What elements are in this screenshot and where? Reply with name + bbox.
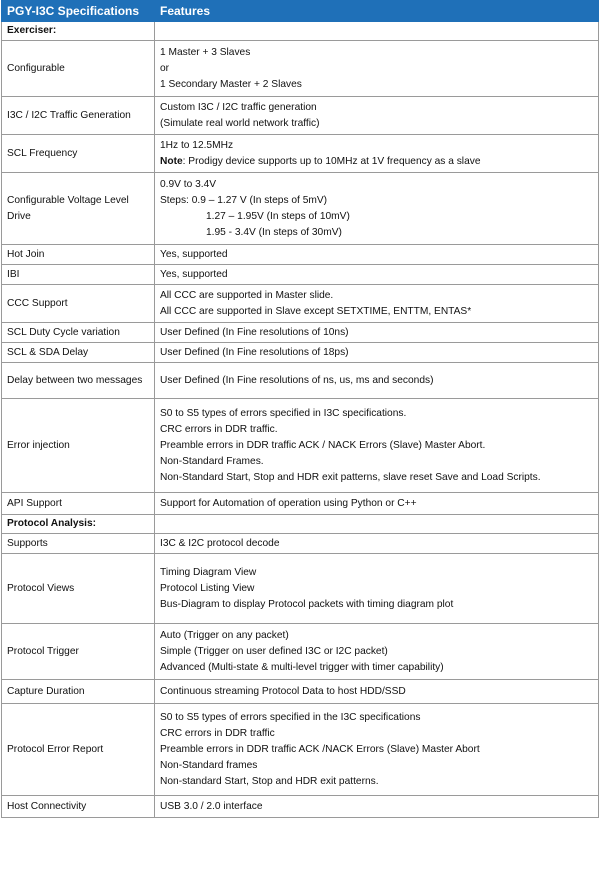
row-label: Protocol Trigger xyxy=(2,624,155,680)
header-features: Features xyxy=(155,1,599,22)
note-label: Note xyxy=(160,155,183,167)
table-row xyxy=(2,173,599,245)
row-label: Supports xyxy=(2,534,155,554)
table-row xyxy=(2,41,599,97)
table-row xyxy=(2,680,599,704)
note-text: : Prodigy device supports up to 10MHz at 1V frequency as a slave xyxy=(182,155,481,167)
row-value: 1 Master + 3 Slaves or 1 Secondary Master + 2 Slaves xyxy=(155,41,599,97)
row-label: IBI xyxy=(2,265,155,285)
row-value: S0 to S5 types of errors specified in I3C specifications. CRC errors in DDR traffic. Preamble errors in DDR traffic ACK / NACK Errors (Slave) Master Abort. Non-Standard Frames. Non-Standard Start, Stop and HDR exit patterns, slave reset Save and Load Scripts. xyxy=(155,399,599,493)
table-row xyxy=(2,624,599,680)
row-label: Configurable xyxy=(2,41,155,97)
table-row xyxy=(2,796,599,818)
row-value: Yes, supported xyxy=(155,245,599,265)
specifications-table xyxy=(1,0,599,818)
row-value: 0.9V to 3.4V Steps: 0.9 – 1.27 V (In steps of 5mV) 1.27 – 1.95V (In steps of 10mV) 1.95 - 3.4V (In steps of 30mV) xyxy=(155,173,599,245)
row-label: SCL Frequency xyxy=(2,135,155,173)
table-row xyxy=(2,265,599,285)
header-spec: PGY-I3C Specifications xyxy=(2,1,155,22)
row-label: Protocol Error Report xyxy=(2,704,155,796)
row-label: I3C / I2C Traffic Generation xyxy=(2,97,155,135)
row-label: Configurable Voltage Level Drive xyxy=(2,173,155,245)
row-value: I3C & I2C protocol decode xyxy=(155,534,599,554)
section-exerciser: Exerciser: xyxy=(2,22,155,41)
row-label: API Support xyxy=(2,493,155,515)
table-row xyxy=(2,343,599,363)
table-row xyxy=(2,493,599,515)
header-row xyxy=(2,1,599,22)
row-value: USB 3.0 / 2.0 interface xyxy=(155,796,599,818)
section-row xyxy=(2,515,599,534)
table-row xyxy=(2,554,599,624)
table-row xyxy=(2,363,599,399)
row-value: 1Hz to 12.5MHz Note: Prodigy device supports up to 10MHz at 1V frequency as a slave xyxy=(155,135,599,173)
row-value: Continuous streaming Protocol Data to host HDD/SSD xyxy=(155,680,599,704)
row-label: Capture Duration xyxy=(2,680,155,704)
table-row xyxy=(2,323,599,343)
table-row xyxy=(2,399,599,493)
row-value: Timing Diagram View Protocol Listing View Bus-Diagram to display Protocol packets with timing diagram plot xyxy=(155,554,599,624)
table-row xyxy=(2,135,599,173)
row-value: User Defined (In Fine resolutions of 18ps) xyxy=(155,343,599,363)
table-row xyxy=(2,534,599,554)
section-row xyxy=(2,22,599,41)
row-label: CCC Support xyxy=(2,285,155,323)
row-value: Auto (Trigger on any packet) Simple (Trigger on user defined I3C or I2C packet) Advanced (Multi-state & multi-level trigger with timer capability) xyxy=(155,624,599,680)
row-value: Support for Automation of operation using Python or C++ xyxy=(155,493,599,515)
row-label: Delay between two messages xyxy=(2,363,155,399)
row-label: Error injection xyxy=(2,399,155,493)
row-value: All CCC are supported in Master slide. All CCC are supported in Slave except SETXTIME, ENTTM, ENTAS* xyxy=(155,285,599,323)
table-row xyxy=(2,245,599,265)
row-value: Custom I3C / I2C traffic generation (Simulate real world network traffic) xyxy=(155,97,599,135)
row-value: User Defined (In Fine resolutions of 10ns) xyxy=(155,323,599,343)
row-value: User Defined (In Fine resolutions of ns, us, ms and seconds) xyxy=(155,363,599,399)
table-row xyxy=(2,97,599,135)
row-label: Hot Join xyxy=(2,245,155,265)
table-row xyxy=(2,285,599,323)
row-value: Yes, supported xyxy=(155,265,599,285)
row-value: S0 to S5 types of errors specified in the I3C specifications CRC errors in DDR traffic Preamble errors in DDR traffic ACK /NACK Errors (Slave) Master Abort Non-Standard frames Non-standard Start, Stop and HDR exit patterns. xyxy=(155,704,599,796)
row-label: Host Connectivity xyxy=(2,796,155,818)
section-protocol-analysis: Protocol Analysis: xyxy=(2,515,155,534)
table-row xyxy=(2,704,599,796)
row-label: SCL & SDA Delay xyxy=(2,343,155,363)
row-label: SCL Duty Cycle variation xyxy=(2,323,155,343)
row-label: Protocol Views xyxy=(2,554,155,624)
